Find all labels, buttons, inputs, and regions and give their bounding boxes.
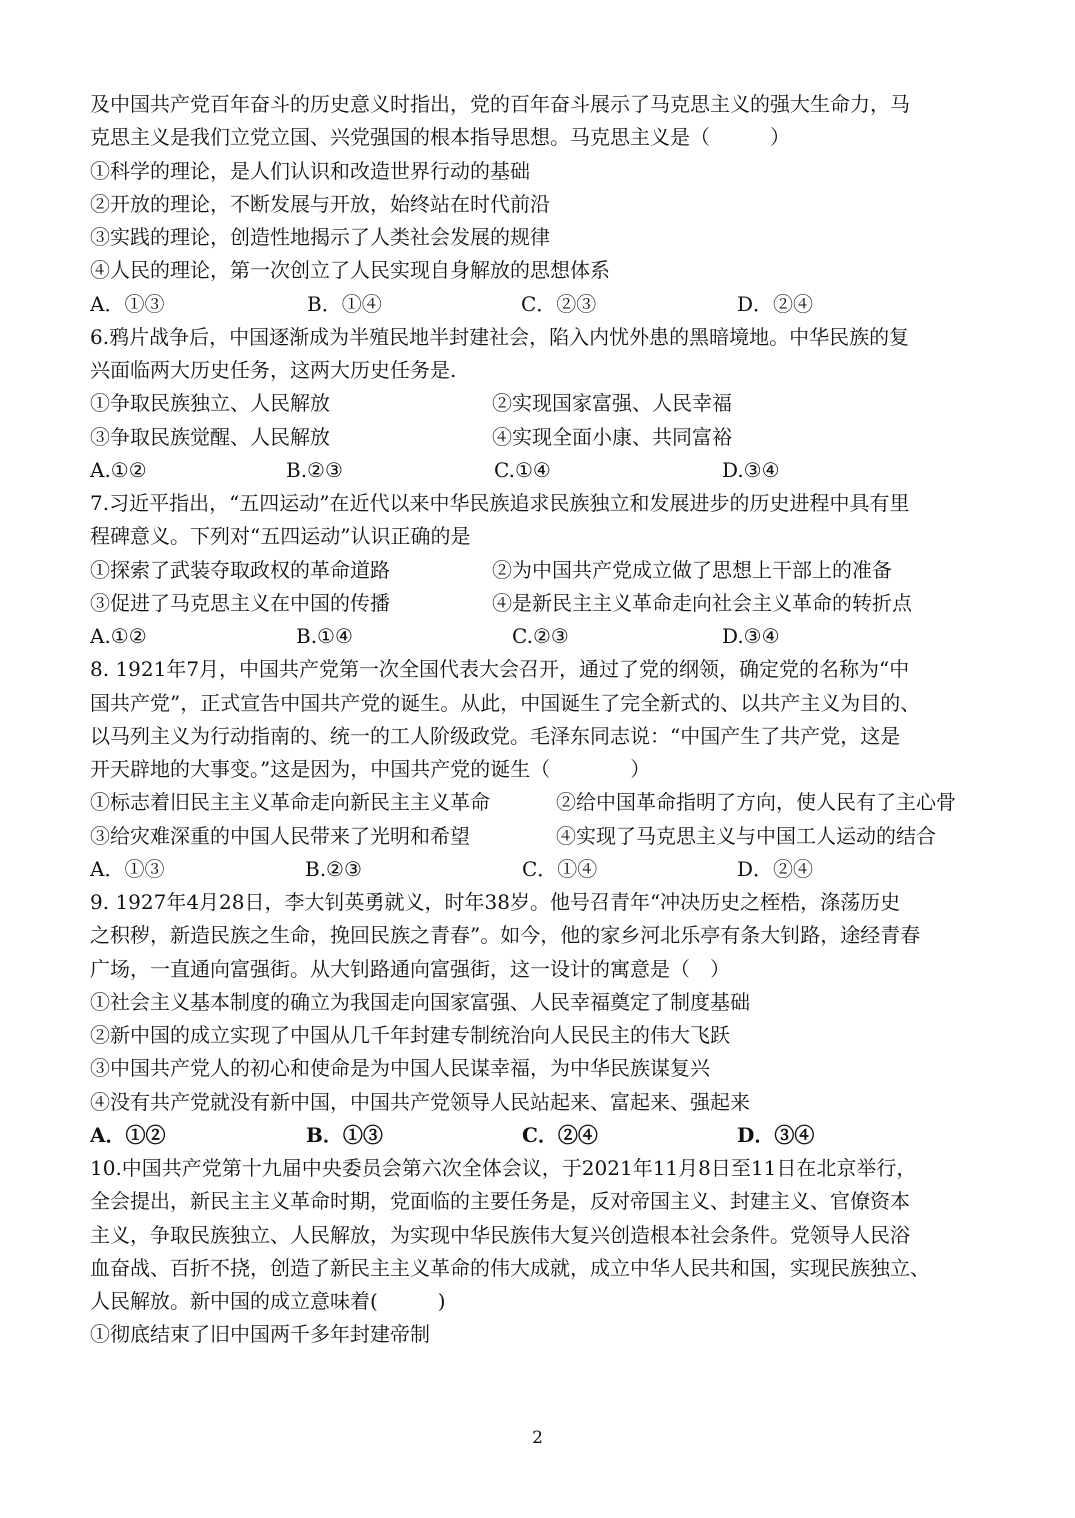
option-c: C.①④ [494, 457, 551, 482]
question-stem-line: 10.中国共产党第十九届中央委员会第六次全体会议，于2021年11月8日至11日在北京举行， [90, 1156, 917, 1180]
option-a: A．①② [90, 1122, 166, 1147]
question-stem-line: 兴面临两大历史任务，这两大历史任务是. [90, 358, 457, 382]
option-b: B.②③ [286, 457, 343, 482]
statement-item: ①标志着旧民主主义革命走向新民主主义革命 [90, 790, 490, 815]
question-stem-line: 及中国共产党百年奋斗的历史意义时指出，党的百年奋斗展示了马克思主义的强大生命力，马 [90, 92, 910, 116]
question-5 [90, 88, 1000, 321]
statement-item: ①彻底结束了旧中国两千多年封建帝制 [90, 1322, 430, 1347]
statement-item: ④人民的理论，第一次创立了人民实现自身解放的思想体系 [90, 258, 610, 283]
question-stem-line: 广场，一直通向富强街。从大钊路通向富强街，这一设计的寓意是（ ） [90, 956, 730, 981]
question-stem-line: 主义，争取民族独立、人民解放，为实现中华民族伟大复兴创造根本社会条件。党领导人民浴 [90, 1222, 910, 1247]
question-stem-line: 开天辟地的大事变。”这是因为，中国共产党的诞生（ ） [90, 757, 651, 781]
statement-item: ④实现全面小康、共同富裕 [492, 424, 732, 449]
option-b: B．①④ [307, 291, 382, 316]
option-d: D．②④ [737, 856, 814, 881]
answer-options [90, 288, 1000, 321]
statement-item: ②实现国家富强、人民幸福 [492, 391, 732, 416]
question-stem-line: 程碑意义。下列对“五四运动”认识正确的是 [90, 524, 471, 549]
option-a: A．①③ [90, 856, 165, 881]
statement-item: ④实现了马克思主义与中国工人运动的结合 [556, 823, 936, 848]
statement-item: ②为中国共产党成立做了思想上干部上的准备 [492, 557, 892, 582]
option-a: A.①② [90, 457, 147, 482]
option-d: D.③④ [722, 457, 780, 482]
exam-page [90, 88, 1000, 1352]
option-b: B.②③ [305, 856, 362, 881]
page-number: 2 [532, 1428, 543, 1448]
answer-options [90, 853, 1000, 886]
question-stem-line: 国共产党”，正式宣告中国共产党的诞生。从此，中国诞生了完全新式的、以共产主义为目的、 [90, 690, 921, 715]
statement-item: ④是新民主主义革命走向社会主义革命的转折点 [492, 590, 912, 615]
option-c: C.②③ [512, 624, 569, 648]
statement-row [90, 820, 1000, 853]
question-stem-line: 人民解放。新中国的成立意味着( ) [90, 1289, 446, 1313]
statement-item: ③中国共产党人的初心和使命是为中国人民谋幸福，为中华民族谋复兴 [90, 1056, 710, 1081]
question-stem-line: 6.鸦片战争后，中国逐渐成为半殖民地半封建社会，陷入内忧外患的黑暗境地。中华民族的复 [90, 324, 910, 349]
statement-item: ③争取民族觉醒、人民解放 [90, 424, 330, 449]
statement-item: ①社会主义基本制度的确立为我国走向国家富强、人民幸福奠定了制度基础 [90, 989, 750, 1014]
option-d: D．②④ [737, 291, 814, 316]
question-stem-line: 全会提出，新民主主义革命时期，党面临的主要任务是，反对帝国主义、封建主义、官僚资本 [90, 1189, 910, 1214]
option-b: B．①③ [306, 1122, 383, 1147]
option-b: B.①④ [296, 624, 353, 648]
answer-options [90, 454, 1000, 487]
question-stem-line: 血奋战、百折不挠，创造了新民主主义革命的伟大成就，成立中华人民共和国，实现民族独立、 [90, 1255, 930, 1280]
question-stem-line: 8. 1921年7月，中国共产党第一次全国代表大会召开，通过了党的纲领，确定党的名称为“中 [90, 657, 910, 682]
statement-row [90, 786, 1000, 819]
question-10 [90, 1152, 1000, 1352]
option-c: C．②③ [521, 291, 597, 316]
statement-item: ①争取民族独立、人民解放 [90, 391, 330, 416]
statement-row [90, 554, 1000, 587]
question-stem-line: 7.习近平指出，“五四运动”在近代以来中华民族追求民族独立和发展进步的历史进程中具有里 [90, 491, 910, 515]
statement-item: ③促进了马克思主义在中国的传播 [90, 590, 390, 615]
question-9 [90, 886, 1000, 1152]
question-stem-line: 以马列主义为行动指南的、统一的工人阶级政党。毛泽东同志说：“中国产生了共产党，这是 [90, 723, 901, 748]
option-a: A．①③ [90, 291, 165, 316]
statement-item: ③给灾难深重的中国人民带来了光明和希望 [90, 823, 470, 848]
option-d: D.③④ [722, 624, 780, 648]
answer-options [90, 620, 1000, 653]
option-a: A.①② [90, 624, 147, 648]
question-stem-line: 9. 1927年4月28日，李大钊英勇就义，时年38岁。他号召青年“冲决历史之桎梏，涤荡历史 [90, 890, 901, 914]
statement-item: ①探索了武装夺取政权的革命道路 [90, 557, 390, 582]
question-stem-line: 之积秽，新造民族之生命，挽回民族之青春”。如今，他的家乡河北乐亭有条大钊路，途经青春 [90, 923, 921, 948]
option-c: C．①④ [522, 856, 598, 881]
statement-row [90, 587, 1000, 620]
question-stem-line: 克思主义是我们立党立国、兴党强国的根本指导思想。马克思主义是（ ） [90, 125, 790, 150]
statement-item: ③实践的理论，创造性地揭示了人类社会发展的规律 [90, 225, 550, 249]
statement-item: ②新中国的成立实现了中国从几千年封建专制统治向人民民主的伟大飞跃 [90, 1023, 730, 1047]
answer-options [90, 1119, 1000, 1152]
statement-row [90, 387, 1000, 420]
question-6 [90, 321, 1000, 487]
statement-item: ②给中国革命指明了方向，使人民有了主心骨 [556, 790, 956, 815]
option-c: C．②④ [522, 1122, 598, 1147]
question-8 [90, 653, 1000, 886]
question-7 [90, 487, 1000, 653]
option-d: D．③④ [737, 1122, 815, 1147]
statement-item: ④没有共产党就没有新中国，中国共产党领导人民站起来、富起来、强起来 [90, 1089, 750, 1114]
statement-item: ②开放的理论，不断发展与开放，始终站在时代前沿 [90, 191, 550, 216]
statement-item: ①科学的理论，是人们认识和改造世界行动的基础 [90, 158, 530, 183]
statement-row [90, 421, 1000, 454]
